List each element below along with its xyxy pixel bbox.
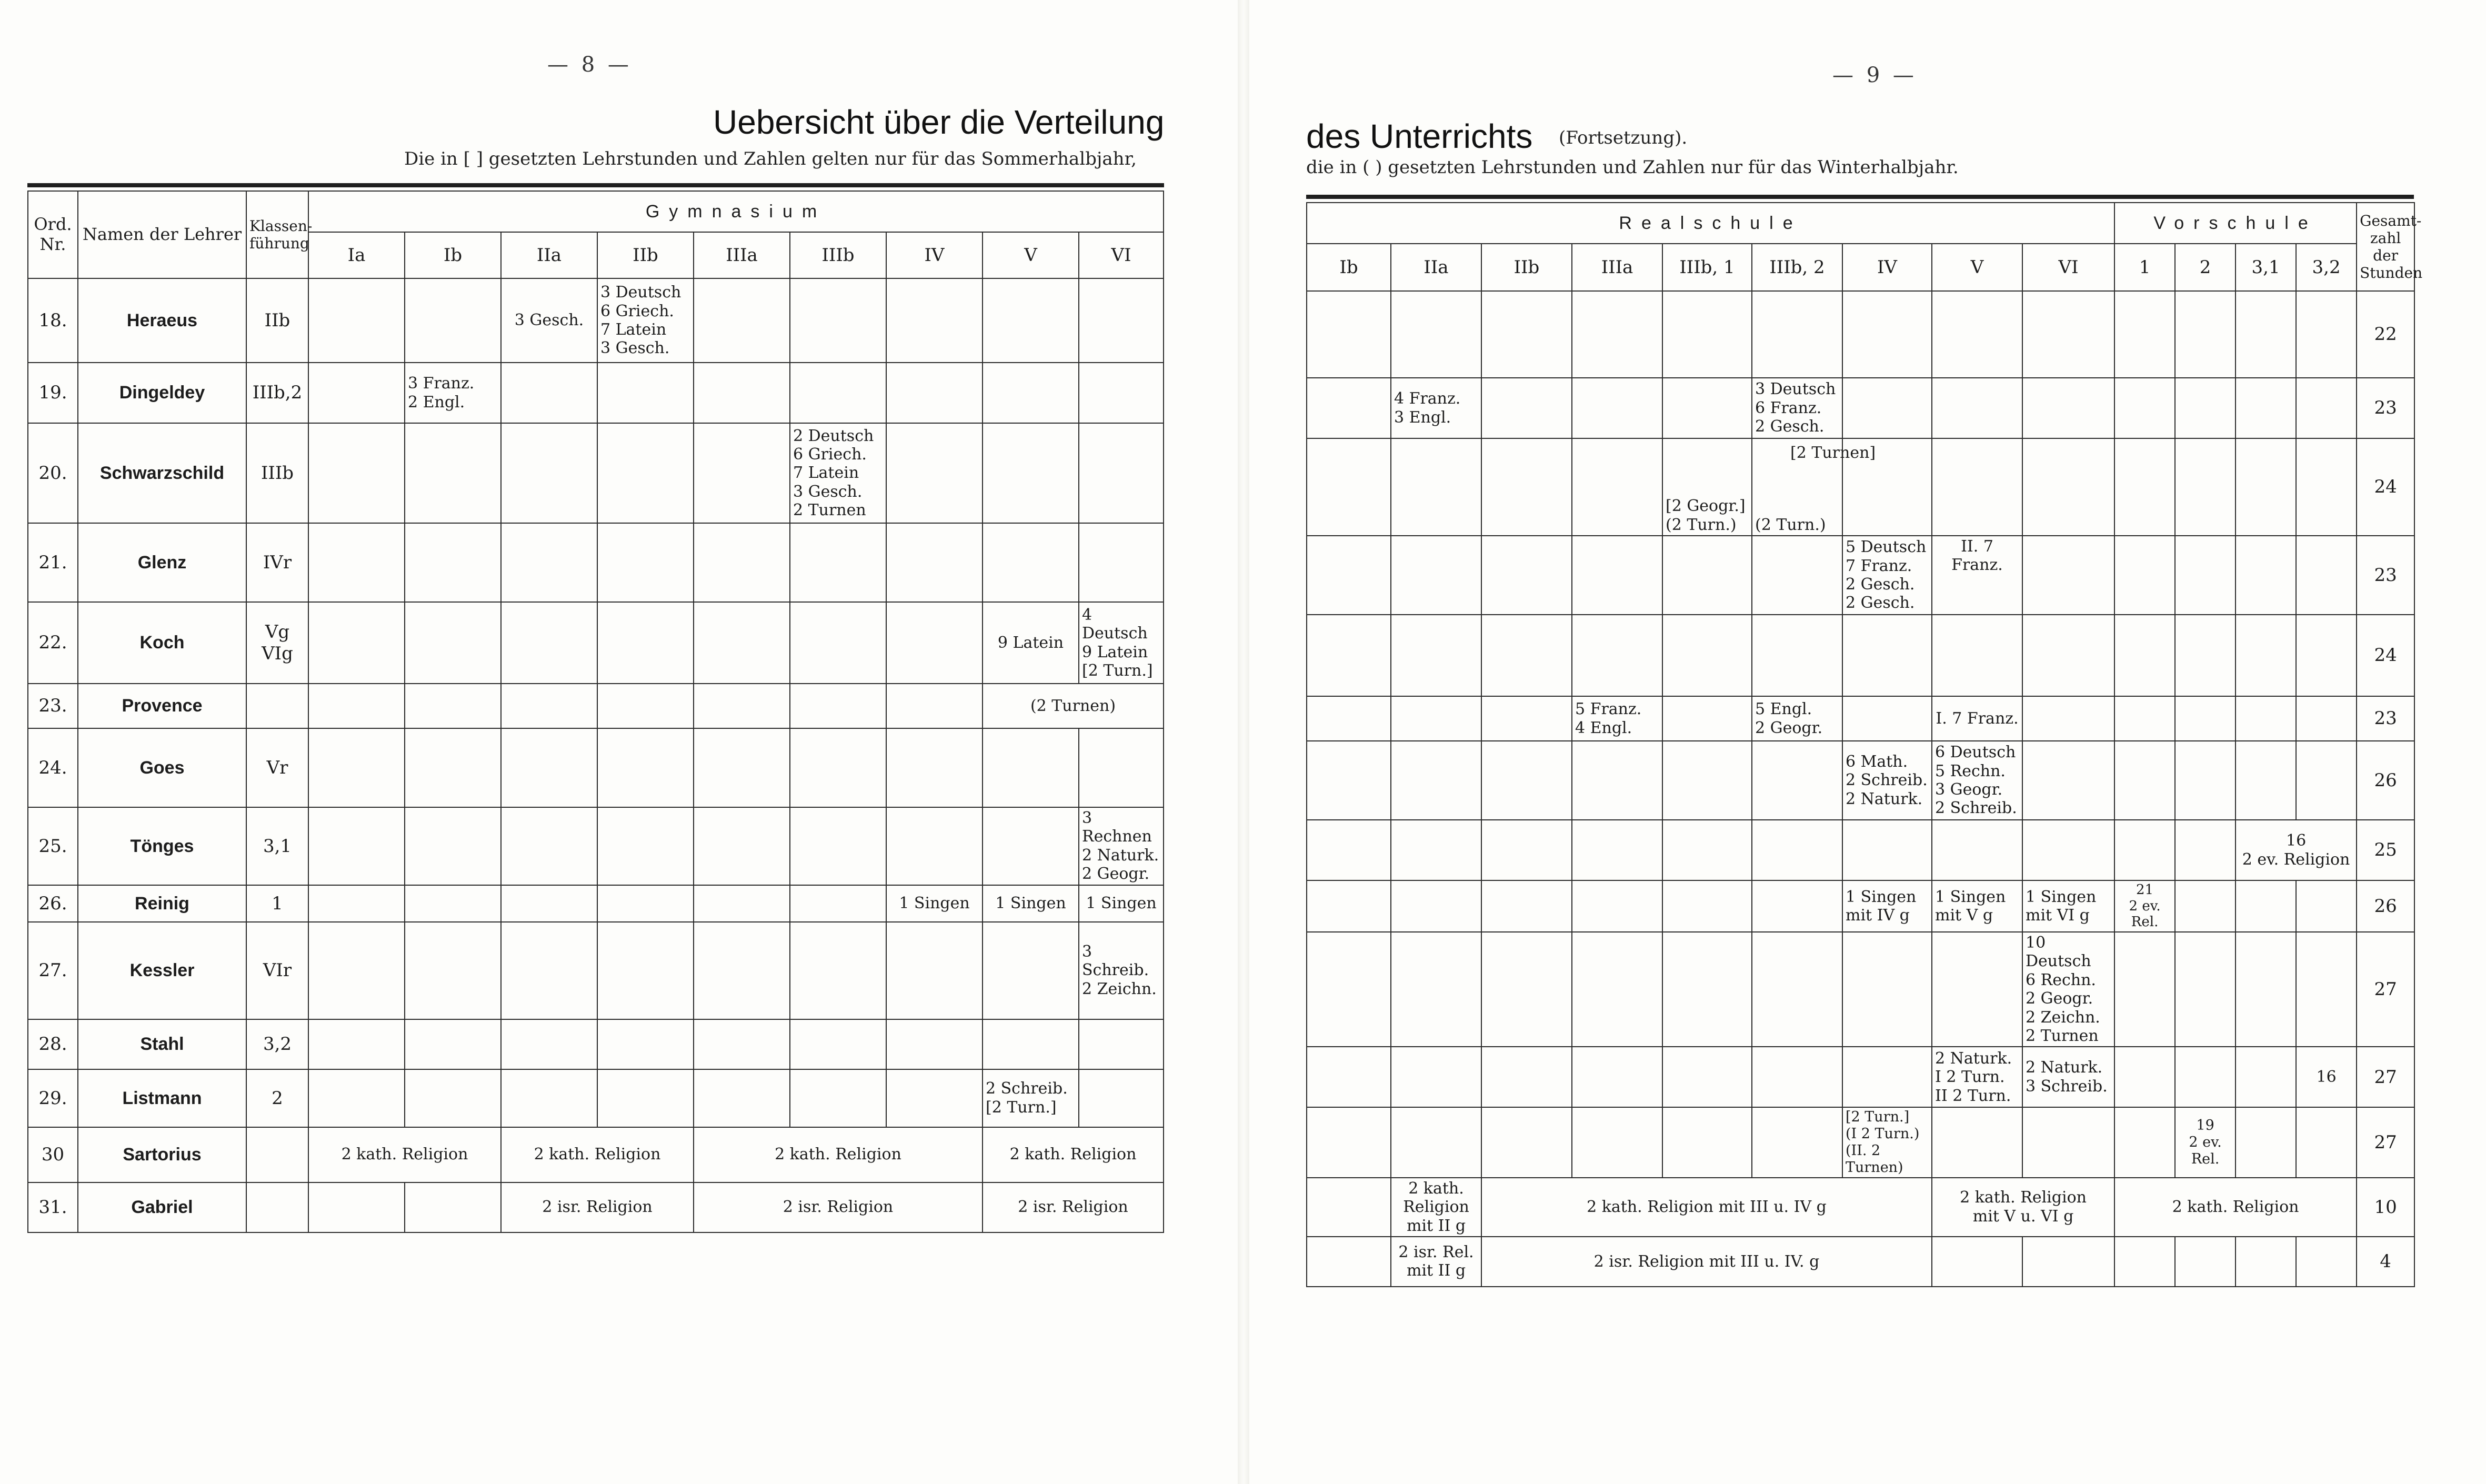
header-class-IIIb: IIIb: [790, 232, 886, 278]
header-class-IIb: IIb: [597, 232, 694, 278]
header-vorschule: Vorschule: [2114, 203, 2357, 244]
table-row: 31. Gabriel 2 isr. Religion 2 isr. Religion 2 isr. Religion: [28, 1182, 1164, 1232]
teacher-name: Tönges: [78, 807, 246, 885]
header-class-Ia: Ia: [308, 232, 405, 278]
header-vor-3-1: 3,1: [2236, 244, 2296, 291]
table-row: 30 Sartorius 2 kath. Religion 2 kath. Religion 2 kath. Religion 2 kath. Religion: [28, 1127, 1164, 1182]
turnen-bracket-note: [2 Turnen]: [1790, 444, 1876, 462]
rule-left: [27, 183, 1164, 187]
distribution-table-left: [27, 190, 1164, 1233]
table-row: 28. Stahl 3,2: [28, 1019, 1164, 1069]
teacher-name: Provence: [78, 684, 246, 728]
table-row: 4 Franz. 3 Engl. 3 Deutsch 6 Franz. 2 Gesch. 23: [1307, 378, 2414, 438]
table-row: 16 2 ev. Religion 25: [1307, 820, 2414, 880]
right-page: [1243, 0, 2486, 1484]
header-real-IIb: IIb: [1481, 244, 1572, 291]
table-row: [2 Geogr.] (2 Turn.) (2 Turn.) 24: [1307, 438, 2414, 536]
header-real-IIIa: IIIa: [1572, 244, 1662, 291]
teacher-name: Sartorius: [78, 1127, 246, 1182]
table-row: 26. Reinig 1 1 Singen 1 Singen 1 Singen: [28, 885, 1164, 922]
header-vor-2: 2: [2175, 244, 2236, 291]
table-row: 29. Listmann 2 2 Schreib. [2 Turn.]: [28, 1069, 1164, 1127]
header-real-IIIb2: IIIb, 2: [1752, 244, 1842, 291]
teacher-name: Gabriel: [78, 1182, 246, 1232]
table-row: 1 Singen mit IV g 1 Singen mit V g 1 Singen mit VI g 21 2 ev. Rel. 26: [1307, 880, 2414, 932]
page-title-suffix: (Fortsetzung).: [1559, 127, 1688, 148]
header-class-Ib: Ib: [405, 232, 501, 278]
header-class-IV: IV: [886, 232, 983, 278]
table-row: 6 Math. 2 Schreib. 2 Naturk. 6 Deutsch 5 Rechn. 3 Geogr. 2 Schreib. 26: [1307, 741, 2414, 820]
table-row: 20. Schwarzschild IIIb 2 Deutsch 6 Griech. 7 Latein 3 Gesch. 2 Turnen: [28, 423, 1164, 523]
teacher-name: Stahl: [78, 1019, 246, 1069]
table-row: [2 Turn.] (I 2 Turn.) (II. 2 Turnen) 19 2 ev. Rel. 27: [1307, 1107, 2414, 1177]
teacher-name: Listmann: [78, 1069, 246, 1127]
page-number-left: — 8 —: [547, 53, 632, 77]
page-title-right: des Unterrichts: [1306, 117, 1533, 155]
rule-right: [1306, 195, 2414, 199]
header-gymnasium: Gymnasium: [308, 191, 1164, 232]
teacher-name: Heraeus: [78, 278, 246, 363]
header-real-IV: IV: [1842, 244, 1932, 291]
teacher-name: Dingeldey: [78, 363, 246, 423]
header-realschule: Realschule: [1307, 203, 2114, 244]
table-row: 21. Glenz IVr: [28, 523, 1164, 602]
header-vor-3-2: 3,2: [2296, 244, 2357, 291]
table-row: 18. Heraeus IIb 3 Gesch. 3 Deutsch 6 Griech. 7 Latein 3 Gesch.: [28, 278, 1164, 363]
table-row: 19. Dingeldey IIIb,2 3 Franz. 2 Engl.: [28, 363, 1164, 423]
header-real-IIIb1: IIIb, 1: [1662, 244, 1752, 291]
table-row: 22. Koch Vg VIg 9 Latein 4 Deutsch 9 Latein [2 Turn.]: [28, 602, 1164, 684]
table-row: 25. Tönges 3,1 3 Rechnen 2 Naturk. 2 Geogr.: [28, 807, 1164, 885]
table-row: 2 isr. Rel. mit II g 2 isr. Religion mit III u. IV. g 4: [1307, 1237, 2414, 1287]
teacher-name: Glenz: [78, 523, 246, 602]
table-row: 2 kath. Religion mit II g 2 kath. Religion mit III u. IV g 2 kath. Religion mit V u. VI g 2 kath. Religion 10: [1307, 1178, 2414, 1237]
header-name: Namen der Lehrer: [78, 191, 246, 278]
page-title-left: Uebersicht über die Verteilung: [713, 103, 1165, 141]
header-class-IIIa: IIIa: [694, 232, 790, 278]
header-klassenfuehrung: Klassen-führung: [246, 191, 308, 278]
header-real-Ib: Ib: [1307, 244, 1391, 291]
table-row: 10 Deutsch 6 Rechn. 2 Geogr. 2 Zeichn. 2 Turnen 27: [1307, 932, 2414, 1047]
table-row: 24: [1307, 615, 2414, 696]
teacher-name: Reinig: [78, 885, 246, 922]
header-ord: Ord. Nr.: [28, 191, 78, 278]
table-row: 22: [1307, 291, 2414, 378]
header-real-VI: VI: [2022, 244, 2114, 291]
table-row: 5 Deutsch 7 Franz. 2 Gesch. 2 Gesch. II. 7 Franz. 23: [1307, 536, 2414, 615]
note-left: Die in [ ] gesetzten Lehrstunden und Zahlen gelten nur für das Sommerhalbjahr,: [404, 148, 1137, 169]
header-class-VI: VI: [1079, 232, 1164, 278]
table-row: 5 Franz. 4 Engl. 5 Engl. 2 Geogr. I. 7 Franz. 23: [1307, 696, 2414, 741]
header-vor-1: 1: [2114, 244, 2175, 291]
header-real-IIa: IIa: [1391, 244, 1481, 291]
teacher-name: Schwarzschild: [78, 423, 246, 523]
note-right: die in ( ) gesetzten Lehrstunden und Zahlen nur für das Winterhalbjahr.: [1306, 157, 1959, 178]
header-class-IIa: IIa: [501, 232, 597, 278]
page-number-right: — 9 —: [1832, 63, 1917, 87]
header-gesamtzahl: Gesamt-zahl der Stunden: [2357, 203, 2414, 291]
header-real-V: V: [1932, 244, 2022, 291]
table-row: 27. Kessler VIr 3 Schreib. 2 Zeichn.: [28, 922, 1164, 1019]
teacher-name: Koch: [78, 602, 246, 684]
header-class-V: V: [983, 232, 1079, 278]
teacher-name: Goes: [78, 728, 246, 807]
teacher-name: Kessler: [78, 922, 246, 1019]
table-row: 23. Provence (2 Turnen): [28, 684, 1164, 728]
distribution-table-right: [1306, 202, 2423, 1287]
table-row: 2 Naturk. I 2 Turn. II 2 Turn. 2 Naturk. 3 Schreib. 16 27: [1307, 1047, 2414, 1107]
table-row: 24. Goes Vr: [28, 728, 1164, 807]
